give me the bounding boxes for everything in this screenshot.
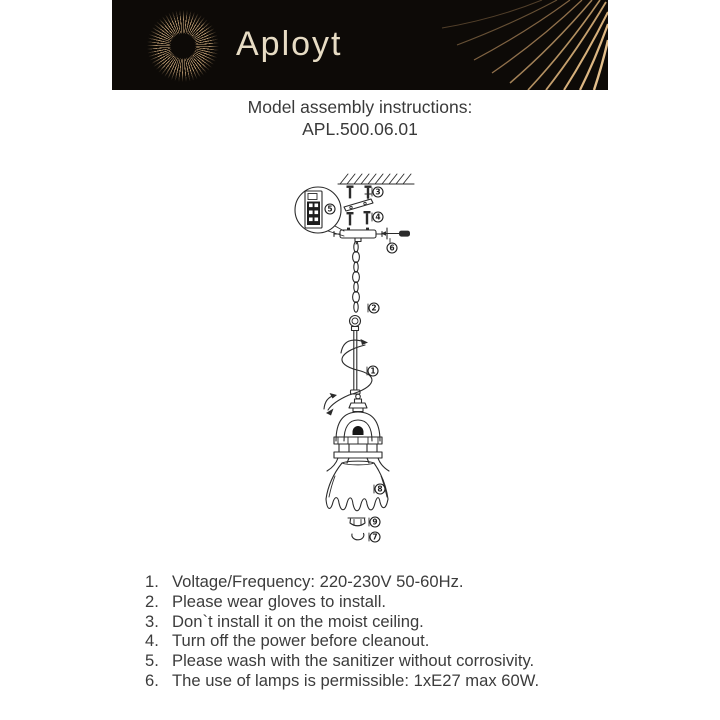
- svg-text:9: 9: [372, 517, 378, 527]
- retaining-ring: [352, 533, 364, 539]
- list-item: [145, 631, 615, 651]
- item-text: Please wear gloves to install.: [172, 591, 386, 611]
- item-number: 4.: [145, 631, 159, 651]
- list-item: [145, 612, 615, 632]
- locking-screw: [381, 228, 410, 239]
- model-number: APL.500.06.01: [302, 119, 418, 139]
- list-item: [145, 651, 615, 671]
- svg-text:5: 5: [327, 204, 333, 214]
- item-number: 5.: [145, 651, 159, 671]
- lamp-cap: [349, 394, 367, 411]
- chain: [353, 242, 360, 313]
- item-number: 2.: [145, 591, 159, 611]
- svg-text:6: 6: [389, 243, 395, 253]
- ceiling-canopy: [334, 228, 382, 242]
- part-label-6: [387, 243, 397, 253]
- assembly-diagram: [278, 166, 448, 556]
- item-text: Turn off the power before cleanout.: [172, 631, 430, 651]
- item-text: Voltage/Frequency: 220-230V 50-60Hz.: [172, 572, 464, 591]
- part-label-2: [369, 303, 379, 313]
- shade-ring: [348, 518, 365, 526]
- svg-text:1: 1: [370, 366, 376, 376]
- item-text: Please wash with the sanitizer without corrosivity.: [172, 651, 535, 671]
- mounting-bracket: [344, 194, 373, 225]
- svg-text:8: 8: [377, 484, 383, 494]
- ceiling-hatch: [338, 174, 414, 184]
- list-item: [145, 592, 615, 612]
- part-label-4: [373, 212, 383, 222]
- part-label-3: [373, 187, 383, 197]
- item-number: 1.: [145, 572, 159, 591]
- rays-decoration-icon: [428, 0, 608, 90]
- page-title: Model assembly instructions:: [247, 97, 473, 117]
- hook-ring: [350, 316, 361, 331]
- part-label-9: [370, 517, 380, 527]
- part-label-8: [375, 484, 385, 494]
- terminal-block-detail: [295, 187, 344, 236]
- list-item: [145, 671, 615, 691]
- svg-text:2: 2: [371, 303, 377, 313]
- brand-wordmark: Aployt: [236, 25, 343, 63]
- item-number: 3.: [145, 611, 159, 631]
- item-number: 6.: [145, 670, 159, 690]
- list-item: [145, 572, 615, 592]
- item-text: The use of lamps is permissible: 1xE27 max 60W.: [172, 670, 540, 690]
- svg-text:4: 4: [375, 212, 381, 222]
- title-block: [0, 96, 720, 140]
- part-label-5: [325, 204, 335, 214]
- wire-routing-arrows: [324, 339, 372, 416]
- brand-banner: [112, 0, 608, 90]
- part-label-1: [368, 366, 378, 376]
- item-text: Don`t install it on the moist ceiling.: [172, 611, 424, 631]
- instruction-list: [145, 572, 615, 691]
- svg-text:3: 3: [375, 187, 381, 197]
- lamp-cage: [327, 412, 389, 471]
- sunburst-logo-icon: [145, 8, 221, 84]
- part-label-7: [370, 532, 380, 542]
- svg-text:7: 7: [372, 532, 378, 542]
